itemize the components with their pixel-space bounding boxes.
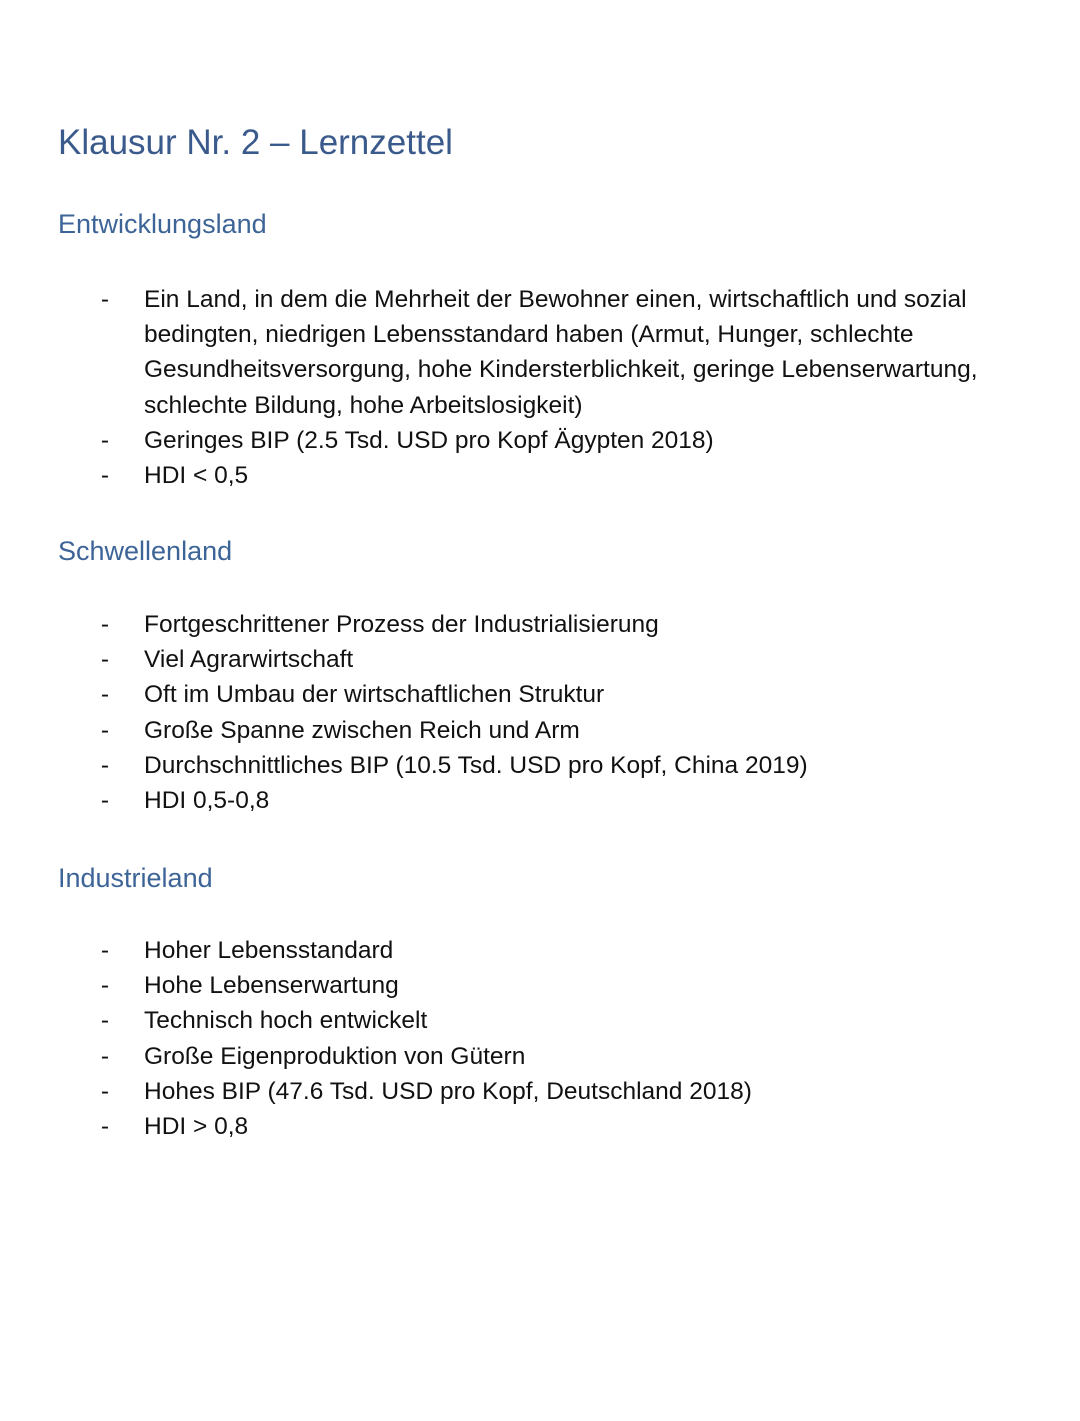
section-heading-entwicklungsland: Entwicklungsland	[58, 209, 267, 239]
bullet-dash: -	[100, 646, 110, 674]
bullet-dash: -	[100, 751, 110, 779]
bullet-dash: -	[100, 1042, 110, 1070]
bullet-dash: -	[100, 972, 110, 1000]
list-item	[0, 713, 1080, 748]
section-heading-schwellenland: Schwellenland	[58, 536, 233, 566]
list-item	[0, 642, 1080, 677]
bullet-dash: -	[100, 611, 110, 638]
section-heading-industrieland: Industrieland	[58, 863, 213, 893]
document-title: Klausur Nr. 2 – Lernzettel	[58, 123, 453, 162]
list-item	[0, 1003, 1080, 1038]
bullet-dash: -	[100, 937, 110, 964]
bullet-dash: -	[100, 1007, 110, 1035]
list-item-text: Ein Land, in dem die Mehrheit der Bewohner einen, wirtschaftlich und sozial bedingten, niedrigen Lebensstandard haben (Armut, Hunger, schlechte Gesundheitsversorgung, hohe Kindersterblichkeit, geringe Lebenserwartung, schlechte Bildung, hohe Arbeitslosigkeit)	[144, 286, 978, 419]
list-item-text: Geringes BIP (2.5 Tsd. USD pro Kopf Ägypten 2018)	[144, 426, 714, 454]
bullet-list-industrieland	[0, 933, 1080, 1144]
list-item-text: Durchschnittliches BIP (10.5 Tsd. USD pro Kopf, China 2019)	[144, 751, 808, 779]
bullet-dash: -	[100, 462, 110, 490]
list-item	[0, 1039, 1080, 1074]
list-item-text: Hohes BIP (47.6 Tsd. USD pro Kopf, Deutschland 2018)	[144, 1077, 752, 1105]
list-item-text: HDI > 0,8	[144, 1113, 249, 1141]
list-item	[0, 677, 1080, 712]
bullet-list-schwellenland	[0, 607, 1080, 818]
list-item-text: Viel Agrarwirtschaft	[144, 646, 354, 674]
bullet-dash: -	[100, 716, 110, 744]
list-item-text: Oft im Umbau der wirtschaftlichen Struktur	[144, 681, 605, 709]
list-item	[0, 1074, 1080, 1109]
list-item	[0, 423, 1080, 458]
list-item	[0, 748, 1080, 783]
bullet-list-entwicklungsland	[0, 282, 1080, 493]
list-item	[0, 1109, 1080, 1144]
list-item-text: Technisch hoch entwickelt	[144, 1007, 428, 1035]
bullet-dash: -	[100, 286, 110, 313]
bullet-dash: -	[100, 1077, 110, 1105]
list-item-text: Fortgeschrittener Prozess der Industrialisierung	[144, 611, 659, 638]
bullet-dash: -	[100, 1113, 110, 1141]
list-item	[0, 282, 1080, 423]
list-item	[0, 458, 1080, 493]
list-item	[0, 783, 1080, 818]
bullet-dash: -	[100, 426, 110, 454]
bullet-dash: -	[100, 787, 110, 815]
list-item-text: HDI < 0,5	[144, 462, 249, 490]
list-item-text: Große Spanne zwischen Reich und Arm	[144, 716, 580, 744]
list-item	[0, 933, 1080, 968]
list-item-text: Große Eigenproduktion von Gütern	[144, 1042, 526, 1070]
list-item	[0, 607, 1080, 642]
list-item	[0, 968, 1080, 1003]
list-item-text: Hoher Lebensstandard	[144, 937, 394, 964]
bullet-dash: -	[100, 681, 110, 709]
list-item-text: Hohe Lebenserwartung	[144, 972, 399, 1000]
list-item-text: HDI 0,5-0,8	[144, 787, 270, 815]
